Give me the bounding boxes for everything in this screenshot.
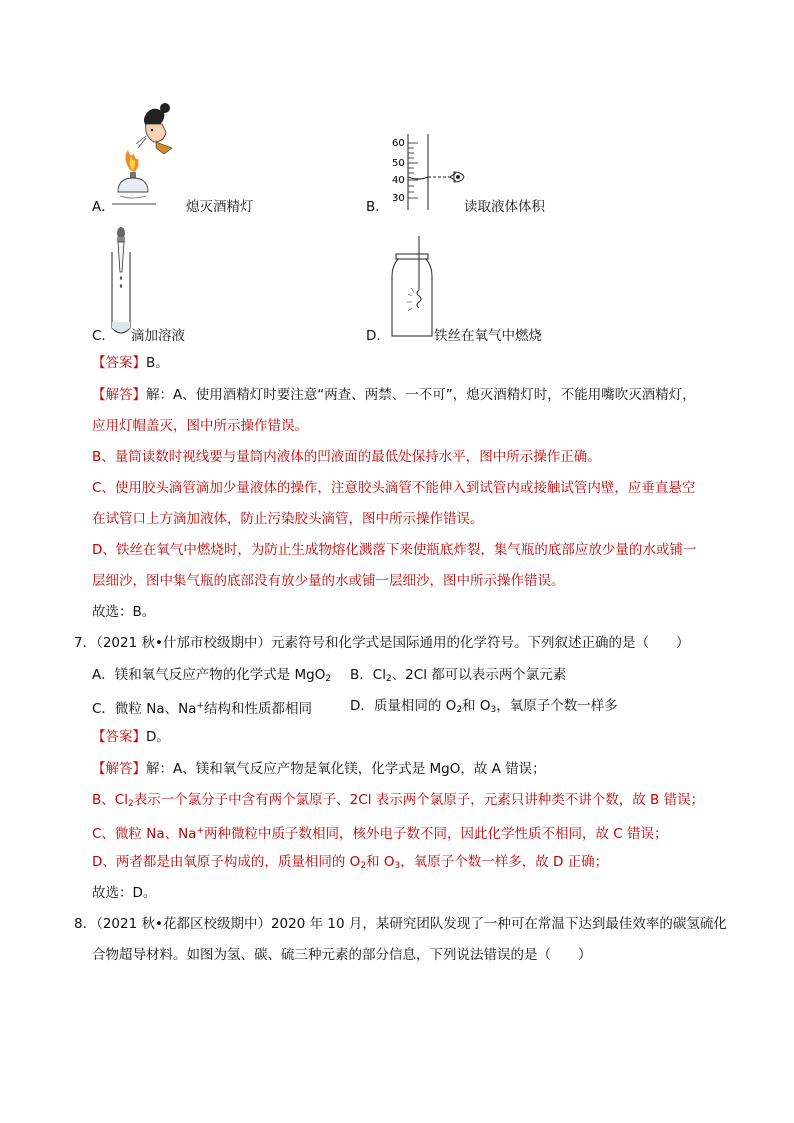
subscript: 2 xyxy=(127,799,134,809)
q7-analysis-line-2 xyxy=(92,790,704,814)
q8-stem-line-1: 8．（2021 秋•花都区校级期中）2020 年 10 月，某研究团队发现了一种可在常温下达到最佳效率的碳氢硫化 xyxy=(74,916,727,932)
answer-tag: 【答案】 xyxy=(92,355,146,371)
analysis-tag: 【解答】 xyxy=(92,387,146,403)
subscript: 2 xyxy=(325,674,332,684)
option-text: A．镁和氧气反应产物的化学式是 MgO xyxy=(92,667,326,683)
q6-choose: 故选：B。 xyxy=(92,604,156,620)
analysis-text: 和 O xyxy=(366,854,395,870)
q6-analysis-line-2: 应用灯帽盖灭，图中所示操作错误。 xyxy=(92,418,308,434)
option-text: D．质量相同的 O xyxy=(350,698,457,714)
figure-drop-solution xyxy=(108,226,134,338)
analysis-text: C、微粒 Na、Na xyxy=(92,826,197,842)
subscript: 2 xyxy=(385,674,392,684)
option-c-letter: C． xyxy=(92,328,115,344)
analysis-text: B、Cl xyxy=(92,792,128,808)
q7-option-c xyxy=(92,696,312,719)
q7-analysis-line-4 xyxy=(92,852,608,876)
subscript: 2 xyxy=(360,861,367,871)
analysis-text: 解：A、使用酒精灯时要注意“两查、两禁、一不可”，熄灭酒精灯时，不能用嘴吹灭酒精灯， xyxy=(146,387,696,403)
q7-option-a xyxy=(92,665,331,689)
figure-iron-wire-burning xyxy=(390,236,434,340)
tick-label-60: 60 xyxy=(392,138,405,149)
answer-value: B。 xyxy=(146,355,169,371)
analysis-text: 两种微粒中质子数相同，核外电子数不同，因此化学性质不相同，故 C 错误； xyxy=(204,826,668,842)
q6-analysis-line-7: 层细沙，图中集气瓶的底部没有放少量的水或铺一层细沙，图中所示操作错误。 xyxy=(92,573,565,589)
answer-tag: 【答案】 xyxy=(92,729,146,745)
q6-analysis-line-6: D、铁丝在氧气中燃烧时，为防止生成物熔化溅落下来使瓶底炸裂，集气瓶的底部应放少量的水或铺一 xyxy=(92,542,697,558)
tick-label-40: 40 xyxy=(392,175,405,186)
subscript: 3 xyxy=(490,705,497,715)
q7-analysis-line-1 xyxy=(92,759,546,779)
q7-stem: 7．（2021 秋•什邡市校级期中）元素符号和化学式是国际通用的化学符号。下列叙述正确的是（ ） xyxy=(74,635,690,651)
option-a-letter: A． xyxy=(92,199,115,215)
superscript: + xyxy=(196,826,205,836)
analysis-text: 解：A、镁和氧气反应产物是氧化镁，化学式是 MgO，故 A 错误； xyxy=(146,761,546,777)
q6-analysis-line-3: B、量筒读数时视线要与量筒内液体的凹液面的最低处保持水平，图中所示操作正确。 xyxy=(92,449,601,465)
option-text: B．Cl xyxy=(350,667,386,683)
q8-stem-line-2: 合物超导材料。如图为氢、碳、硫三种元素的部分信息，下列说法错误的是（ ） xyxy=(92,947,592,963)
answer-value: D。 xyxy=(146,729,170,745)
superscript: + xyxy=(196,701,205,711)
subscript: 2 xyxy=(456,705,463,715)
option-b-caption: 读取液体体积 xyxy=(464,199,545,215)
q7-choose: 故选：D。 xyxy=(92,885,157,901)
q6-analysis-line-4: C、使用胶头滴管滴加少量液体的操作，注意胶头滴管不能伸入到试管内或接触试管内壁，应垂直悬空 xyxy=(92,480,696,496)
figure-blow-out-alcohol-lamp xyxy=(112,96,184,212)
option-text: 结构和性质都相同 xyxy=(204,701,313,717)
analysis-text: ，氧原子个数一样多，故 D 正确； xyxy=(400,854,609,870)
q6-answer xyxy=(92,353,169,373)
analysis-text: D、两者都是由氧原子构成的，质量相同的 O xyxy=(92,854,361,870)
option-text: C．微粒 Na、Na xyxy=(92,701,197,717)
option-text: 和 O xyxy=(462,698,491,714)
tick-label-50: 50 xyxy=(392,158,405,169)
analysis-text: 表示一个氯分子中含有两个氯原子、2Cl 表示两个氯原子，元素只讲种类不讲个数，故 B 错误； xyxy=(133,792,705,808)
option-a-caption: 熄灭酒精灯 xyxy=(186,199,254,215)
figure-read-cylinder-volume xyxy=(388,134,472,214)
q7-option-b xyxy=(350,665,566,689)
option-b-letter: B． xyxy=(366,199,389,215)
tick-label-30: 30 xyxy=(392,193,405,204)
q6-analysis-line-1 xyxy=(92,385,696,405)
option-c-caption: 滴加溶液 xyxy=(131,328,185,344)
option-text: 、2Cl 都可以表示两个氯元素 xyxy=(391,667,567,683)
q7-answer xyxy=(92,727,170,747)
q7-analysis-line-3 xyxy=(92,821,668,844)
analysis-tag: 【解答】 xyxy=(92,761,146,777)
option-d-letter: D． xyxy=(366,328,390,344)
option-d-caption: 铁丝在氧气中燃烧 xyxy=(434,328,542,344)
q6-analysis-line-5: 在试管口上方滴加液体，防止污染胶头滴管，图中所示操作错误。 xyxy=(92,511,484,527)
subscript: 3 xyxy=(394,861,401,871)
q7-option-d xyxy=(350,696,618,720)
option-text: ，氧原子个数一样多 xyxy=(496,698,618,714)
